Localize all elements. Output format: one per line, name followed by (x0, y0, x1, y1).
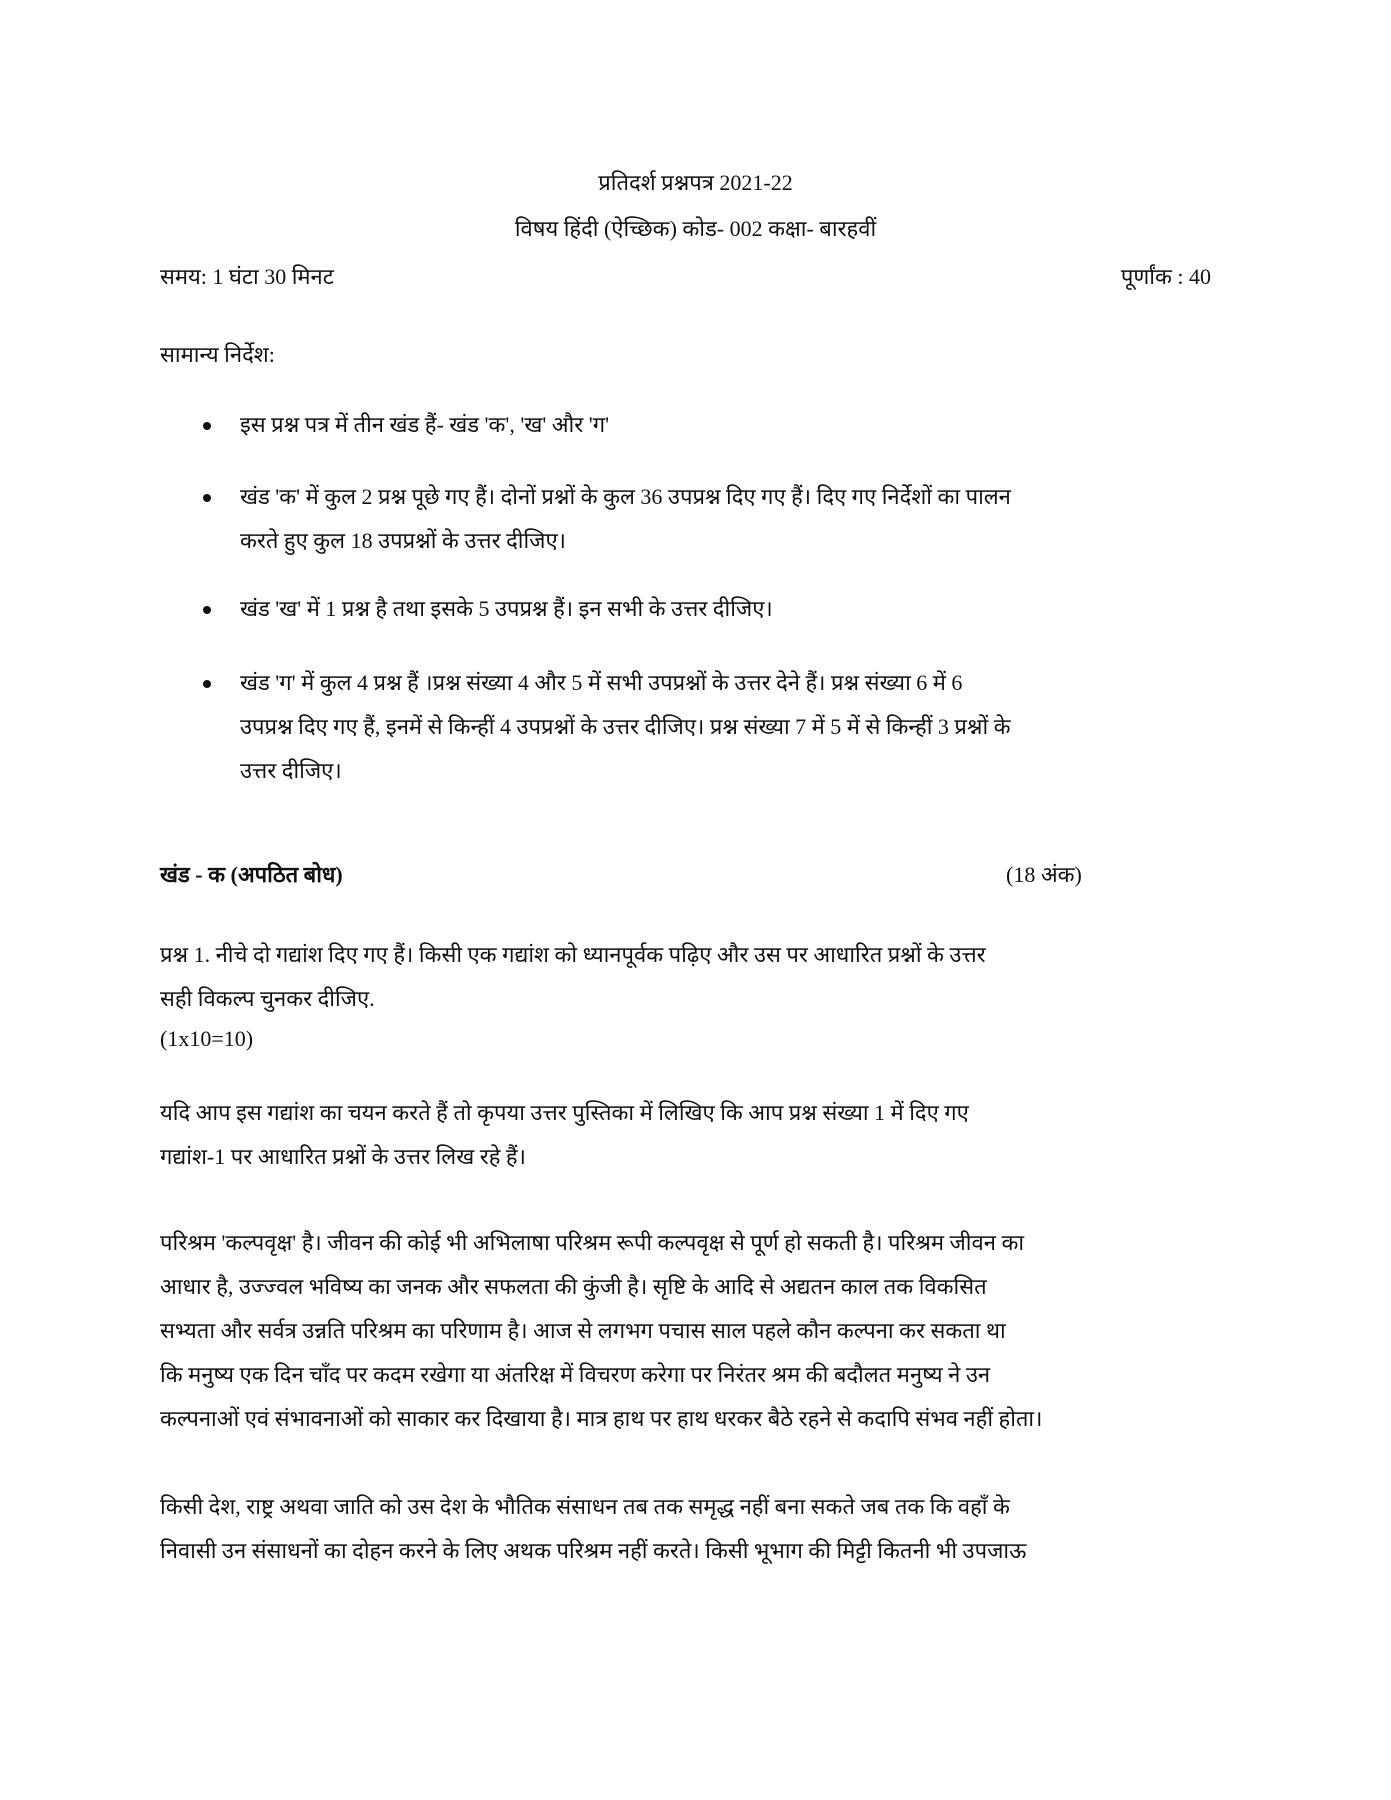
instruction-item: खंड 'ग' में कुल 4 प्रश्न हैं ।प्रश्न संख्या 4 और 5 में सभी उपप्रश्नों के उत्तर देने हैं। प्रश्न संख्या 6 में 6 (240, 670, 963, 695)
instructions-heading: सामान्य निर्देश: (160, 342, 275, 367)
passage-line: परिश्रम 'कल्पवृक्ष' है। जीवन की कोई भी अभिलाषा परिश्रम रूपी कल्पवृक्ष से पूर्ण हो सकती है। परिश्रम जीवन का (160, 1230, 1025, 1255)
choice-note: यदि आप इस गद्यांश का चयन करते हैं तो कृपया उत्तर पुस्तिका में लिखिए कि आप प्रश्न संख्या 1 में दिए गए (160, 1100, 969, 1125)
question-1-text-cont: सही विकल्प चुनकर दीजिए. (160, 986, 375, 1011)
time-allowed: समय: 1 घंटा 30 मिनट (160, 264, 334, 289)
section-a-heading: खंड - क (अपठित बोध) (160, 862, 343, 887)
bullet-icon (203, 422, 211, 430)
passage-line: किसी देश, राष्ट्र अथवा जाति को उस देश के भौतिक संसाधन तब तक समृद्ध नहीं बना सकते जब तक कि वहाँ के (160, 1494, 1010, 1519)
bullet-icon (203, 680, 211, 688)
instruction-item-cont: करते हुए कुल 18 उपप्रश्नों के उत्तर दीजिए। (240, 528, 566, 553)
instruction-item: खंड 'क' में कुल 2 प्रश्न पूछे गए हैं। दोनों प्रश्नों के कुल 36 उपप्रश्न दिए गए हैं। दिए गए निर्देशों का पालन (240, 484, 1011, 509)
passage-line: सभ्यता और सर्वत्र उन्नति परिश्रम का परिणाम है। आज से लगभग पचास साल पहले कौन कल्पना कर सकता था (160, 1318, 1006, 1343)
passage-line: कि मनुष्य एक दिन चाँद पर कदम रखेगा या अंतरिक्ष में विचरण करेगा पर निरंतर श्रम की बदौलत मनुष्य ने उन (160, 1362, 991, 1387)
section-a-marks: (18 अंक) (1006, 862, 1082, 887)
choice-note-cont: गद्यांश-1 पर आधारित प्रश्नों के उत्तर लिख रहे हैं। (160, 1144, 526, 1169)
bullet-icon (203, 494, 211, 502)
passage-line: आधार है, उज्ज्वल भविष्य का जनक और सफलता की कुंजी है। सृष्टि के आदि से अद्यतन काल तक विकसित (160, 1274, 987, 1299)
subject-line: विषय हिंदी (ऐच्छिक) कोड- 002 कक्षा- बारहवीं (514, 216, 877, 241)
max-marks: पूर्णांक : 40 (1120, 264, 1211, 289)
bullet-icon (203, 606, 211, 614)
question-1-marks: (1x10=10) (160, 1026, 254, 1051)
instruction-item-cont: उपप्रश्न दिए गए हैं, इनमें से किन्हीं 4 उपप्रश्नों के उत्तर दीजिए। प्रश्न संख्या 7 में 5 में से किन्हीं 3 प्रश्नों के (240, 714, 1011, 739)
question-1-text: प्रश्न 1. नीचे दो गद्यांश दिए गए हैं। किसी एक गद्यांश को ध्यानपूर्वक पढ़िए और उस पर आधारित प्रश्नों के उत्तर (160, 942, 986, 967)
instruction-item: इस प्रश्न पत्र में तीन खंड हैं- खंड 'क', 'ख' और 'ग' (240, 412, 610, 437)
passage-line: निवासी उन संसाधनों का दोहन करने के लिए अथक परिश्रम नहीं करते। किसी भूभाग की मिट्टी कितनी भी उपजाऊ (160, 1538, 1027, 1563)
instruction-item-cont: उत्तर दीजिए। (240, 758, 342, 783)
paper-title: प्रतिदर्श प्रश्नपत्र 2021-22 (598, 170, 793, 195)
passage-line: कल्पनाओं एवं संभावनाओं को साकार कर दिखाया है। मात्र हाथ पर हाथ धरकर बैठे रहने से कदापि संभव नहीं होता। (160, 1406, 1043, 1431)
instruction-item: खंड 'ख' में 1 प्रश्न है तथा इसके 5 उपप्रश्न हैं। इन सभी के उत्तर दीजिए। (240, 596, 773, 621)
